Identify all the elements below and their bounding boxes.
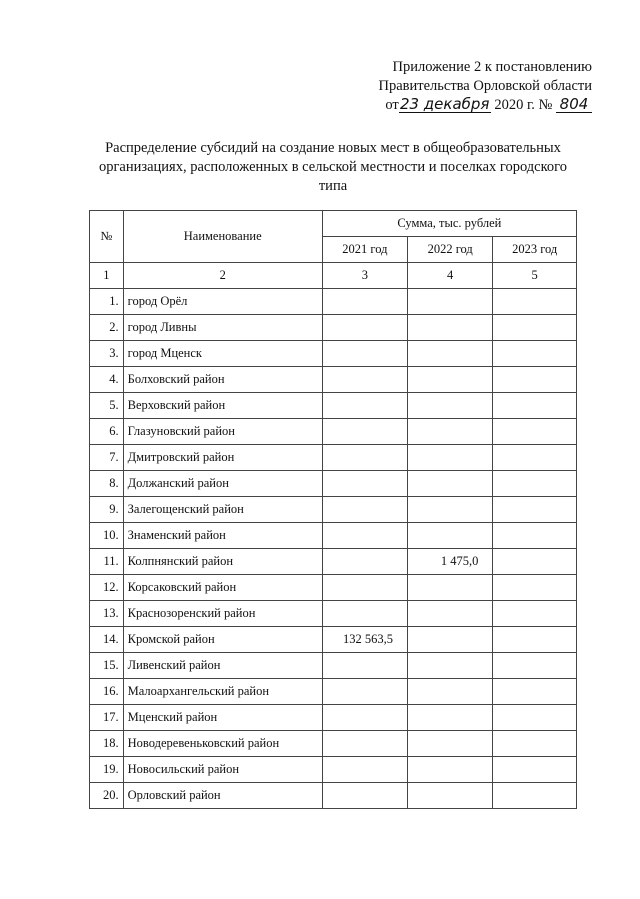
value-2022-cell xyxy=(408,341,493,367)
value-2021-cell xyxy=(322,601,407,627)
value-2022-cell xyxy=(408,523,493,549)
row-name-cell: Залегощенский район xyxy=(123,497,322,523)
value-2021-cell xyxy=(322,341,407,367)
value-2021-cell xyxy=(322,445,407,471)
row-name-cell: Глазуновский район xyxy=(123,419,322,445)
document-header xyxy=(352,58,592,115)
value-2022-cell xyxy=(408,679,493,705)
value-2021-cell xyxy=(322,419,407,445)
value-2023-cell xyxy=(493,341,577,367)
table-body xyxy=(90,289,577,809)
table-row xyxy=(90,627,577,653)
year-text: 2020 г. № xyxy=(494,97,553,113)
row-name-cell: Орловский район xyxy=(123,783,322,809)
value-2023-cell xyxy=(493,419,577,445)
table-row xyxy=(90,783,577,809)
value-2021-cell xyxy=(322,549,407,575)
row-number-cell: 19. xyxy=(90,757,124,783)
header-year-2021: 2021 год xyxy=(322,237,407,263)
value-2021-cell xyxy=(322,705,407,731)
row-name-cell: Знаменский район xyxy=(123,523,322,549)
value-2021-cell xyxy=(322,731,407,757)
header-line-2: Правительства Орловской области xyxy=(378,78,592,94)
value-2023-cell xyxy=(493,549,577,575)
value-2021-cell xyxy=(322,575,407,601)
row-name-cell: город Мценск xyxy=(123,341,322,367)
value-2022-cell xyxy=(408,289,493,315)
value-2022-cell xyxy=(408,627,493,653)
table-row xyxy=(90,419,577,445)
header-name: Наименование xyxy=(123,211,322,263)
value-2021-cell xyxy=(322,757,407,783)
value-2022-cell: 1 475,0 xyxy=(408,549,493,575)
table-row xyxy=(90,341,577,367)
table-row xyxy=(90,315,577,341)
table-row xyxy=(90,757,577,783)
index-cell: 1 xyxy=(90,263,124,289)
value-2021-cell xyxy=(322,315,407,341)
value-2022-cell xyxy=(408,393,493,419)
header-line-3 xyxy=(352,96,592,115)
row-number-cell: 8. xyxy=(90,471,124,497)
value-2023-cell xyxy=(493,679,577,705)
value-2021-cell xyxy=(322,393,407,419)
row-name-cell: Верховский район xyxy=(123,393,322,419)
value-2021-cell xyxy=(322,367,407,393)
value-2023-cell xyxy=(493,367,577,393)
value-2021-cell xyxy=(322,653,407,679)
row-name-cell: Ливенский район xyxy=(123,653,322,679)
row-number-cell: 20. xyxy=(90,783,124,809)
row-name-cell: город Ливны xyxy=(123,315,322,341)
row-number-cell: 18. xyxy=(90,731,124,757)
row-name-cell: Кромской район xyxy=(123,627,322,653)
row-number-cell: 17. xyxy=(90,705,124,731)
value-2023-cell xyxy=(493,783,577,809)
table-row xyxy=(90,497,577,523)
header-year-2022: 2022 год xyxy=(408,237,493,263)
row-name-cell: Колпнянский район xyxy=(123,549,322,575)
value-2023-cell xyxy=(493,705,577,731)
row-name-cell: Малоархангельский район xyxy=(123,679,322,705)
value-2022-cell xyxy=(408,783,493,809)
value-2021-cell xyxy=(322,783,407,809)
value-2022-cell xyxy=(408,419,493,445)
row-number-cell: 15. xyxy=(90,653,124,679)
table-row xyxy=(90,393,577,419)
table-row xyxy=(90,549,577,575)
table-row xyxy=(90,731,577,757)
value-2022-cell xyxy=(408,471,493,497)
row-number-cell: 5. xyxy=(90,393,124,419)
row-number-cell: 2. xyxy=(90,315,124,341)
row-number-cell: 9. xyxy=(90,497,124,523)
row-number-cell: 10. xyxy=(90,523,124,549)
row-number-cell: 3. xyxy=(90,341,124,367)
header-year-2023: 2023 год xyxy=(493,237,577,263)
value-2023-cell xyxy=(493,289,577,315)
row-number-cell: 13. xyxy=(90,601,124,627)
value-2022-cell xyxy=(408,705,493,731)
value-2023-cell xyxy=(493,315,577,341)
table-row xyxy=(90,575,577,601)
row-name-cell: Новодеревеньковский район xyxy=(123,731,322,757)
from-label: от xyxy=(385,97,399,113)
value-2022-cell xyxy=(408,757,493,783)
row-name-cell: Корсаковский район xyxy=(123,575,322,601)
value-2022-cell xyxy=(408,731,493,757)
index-cell: 5 xyxy=(493,263,577,289)
table-row xyxy=(90,471,577,497)
value-2022-cell xyxy=(408,653,493,679)
row-name-cell: город Орёл xyxy=(123,289,322,315)
value-2021-cell: 132 563,5 xyxy=(322,627,407,653)
header-number: № xyxy=(90,211,124,263)
value-2021-cell xyxy=(322,523,407,549)
value-2023-cell xyxy=(493,575,577,601)
header-line-1: Приложение 2 к постановлению xyxy=(392,59,592,75)
value-2022-cell xyxy=(408,497,493,523)
document-title: Распределение субсидий на создание новых мест в общеобразовательных организациях, расположенных в сельской местности и поселках городского типа xyxy=(98,140,568,194)
value-2023-cell xyxy=(493,523,577,549)
table-row xyxy=(90,289,577,315)
row-name-cell: Новосильский район xyxy=(123,757,322,783)
value-2021-cell xyxy=(322,497,407,523)
value-2023-cell xyxy=(493,627,577,653)
row-number-cell: 1. xyxy=(90,289,124,315)
row-number-cell: 16. xyxy=(90,679,124,705)
value-2023-cell xyxy=(493,601,577,627)
row-number-cell: 11. xyxy=(90,549,124,575)
row-number-cell: 6. xyxy=(90,419,124,445)
value-2023-cell xyxy=(493,393,577,419)
row-number-cell: 12. xyxy=(90,575,124,601)
value-2022-cell xyxy=(408,445,493,471)
row-number-cell: 4. xyxy=(90,367,124,393)
value-2021-cell xyxy=(322,471,407,497)
subsidy-table xyxy=(89,210,577,809)
row-name-cell: Должанский район xyxy=(123,471,322,497)
index-cell: 2 xyxy=(123,263,322,289)
row-name-cell: Болховский район xyxy=(123,367,322,393)
value-2023-cell xyxy=(493,653,577,679)
row-number-cell: 7. xyxy=(90,445,124,471)
table-index-row xyxy=(90,263,577,289)
handwritten-date: 23 декабря xyxy=(399,95,490,113)
table-row xyxy=(90,653,577,679)
row-name-cell: Дмитровский район xyxy=(123,445,322,471)
value-2021-cell xyxy=(322,679,407,705)
table-header-row xyxy=(90,211,577,237)
row-number-cell: 14. xyxy=(90,627,124,653)
value-2022-cell xyxy=(408,367,493,393)
index-cell: 3 xyxy=(322,263,407,289)
value-2021-cell xyxy=(322,289,407,315)
table-row xyxy=(90,523,577,549)
handwritten-number: 804 xyxy=(556,96,592,113)
header-sum: Сумма, тыс. рублей xyxy=(322,211,576,237)
table-row xyxy=(90,705,577,731)
value-2023-cell xyxy=(493,497,577,523)
value-2022-cell xyxy=(408,575,493,601)
table-row xyxy=(90,679,577,705)
value-2022-cell xyxy=(408,315,493,341)
table-row xyxy=(90,445,577,471)
value-2023-cell xyxy=(493,757,577,783)
table-row xyxy=(90,601,577,627)
value-2023-cell xyxy=(493,731,577,757)
table-row xyxy=(90,367,577,393)
value-2022-cell xyxy=(408,601,493,627)
row-name-cell: Краснозоренский район xyxy=(123,601,322,627)
value-2023-cell xyxy=(493,445,577,471)
index-cell: 4 xyxy=(408,263,493,289)
value-2023-cell xyxy=(493,471,577,497)
row-name-cell: Мценский район xyxy=(123,705,322,731)
